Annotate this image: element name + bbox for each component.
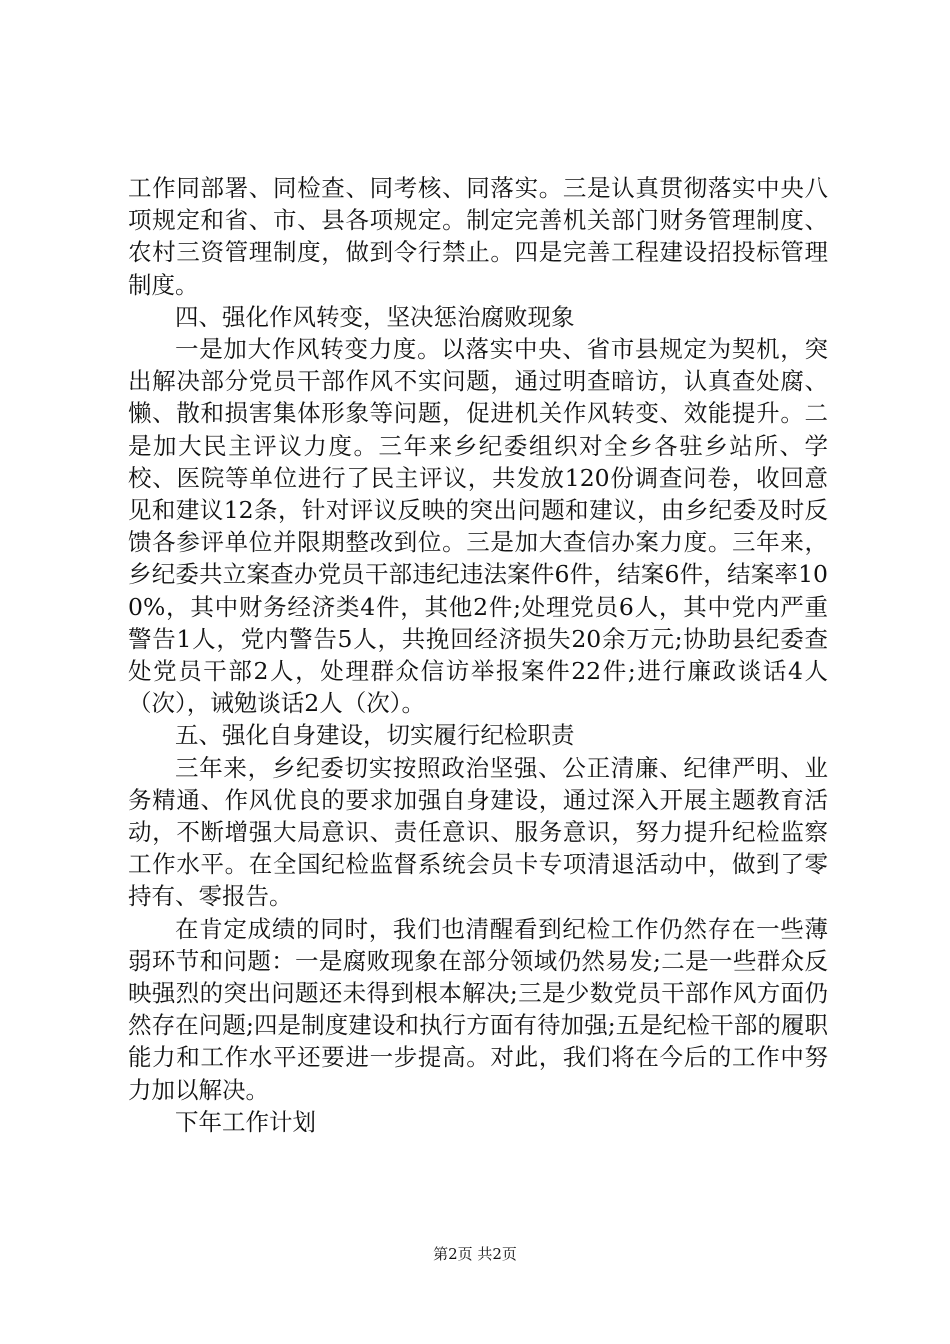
section-heading-4: 四、强化作风转变，坚决惩治腐败现象 [175,302,575,331]
section-heading-plan: 下年工作计划 [175,1107,316,1136]
page-footer [0,1244,950,1264]
paragraph: 在肯定成绩的同时，我们也清醒看到纪检工作仍然存在一些薄弱环节和问题：一是腐败现象在部分领域仍然易发;二是一些群众反映强烈的突出问题还未得到根本解决;三是少数党员干部作风方面仍然存在问题;四是制度建设和执行方面有待加强;五是纪检干部的履职能力和工作水平还要进一步提高。对此，我们将在今后的工作中努力加以解决。 [128,914,828,1104]
page-number: 第2页 共2页 [433,1245,517,1263]
paragraph-continued: 工作同部署、同检查、同考核、同落实。三是认真贯彻落实中央八项规定和省、市、县各项规定。制定完善机关部门财务管理制度、农村三资管理制度，做到令行禁止。四是完善工程建设招投标管理制度。 [128,174,828,299]
paragraph: 一是加大作风转变力度。以落实中央、省市县规定为契机，突出解决部分党员干部作风不实问题，通过明查暗访，认真查处腐、懒、散和损害集体形象等问题，促进机关作风转变、效能提升。二是加大民主评议力度。三年来乡纪委组织对全乡各驻乡站所、学校、医院等单位进行了民主评议，共发放120份调查问卷，收回意见和建议12条，针对评议反映的突出问题和建议，由乡纪委及时反馈各参评单位并限期整改到位。三是加大查信办案力度。三年来，乡纪委共立案查办党员干部违纪违法案件6件，结案6件，结案率100%，其中财务经济类4件，其他2件;处理党员6人，其中党内严重警告1人，党内警告5人，共挽回经济损失20余万元;协助县纪委查处党员干部2人，处理群众信访举报案件22件;进行廉政谈话4人（次），诫勉谈话2人（次）。 [128,335,828,718]
paragraph: 三年来，乡纪委切实按照政治坚强、公正清廉、纪律严明、业务精通、作风优良的要求加强自身建设，通过深入开展主题教育活动，不断增强大局意识、责任意识、服务意识，努力提升纪检监察工作水平。在全国纪检监督系统会员卡专项清退活动中，做到了零持有、零报告。 [128,753,828,911]
document-body [128,172,828,1138]
section-heading-5: 五、强化自身建设，切实履行纪检职责 [175,721,575,750]
